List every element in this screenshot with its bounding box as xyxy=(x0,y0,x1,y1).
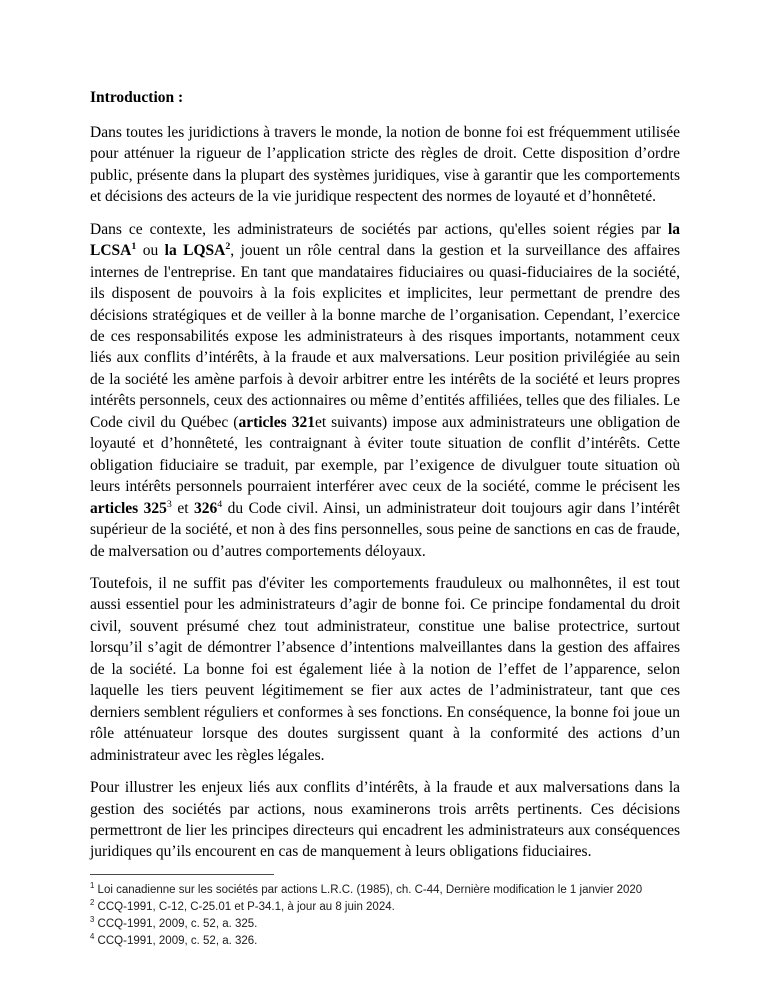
footnote xyxy=(90,933,680,949)
footnote-marker: 2 xyxy=(90,898,95,908)
paragraph xyxy=(90,777,680,863)
section-title: Introduction : xyxy=(90,89,184,106)
document-body xyxy=(90,122,680,874)
footnote xyxy=(90,916,680,932)
footnote-text: CCQ-1991, 2009, c. 52, a. 326. xyxy=(94,935,258,948)
footnote-marker: 4 xyxy=(90,932,95,942)
footnote-text: CCQ-1991, C-12, C-25.01 et P-34.1, à jour au 8 juin 2024. xyxy=(94,900,395,913)
footnote-reference: 1 xyxy=(131,241,137,253)
text-run: , jouent un rôle central dans la gestion et la surveillance des affaires internes de l'entreprise. En tant que mandataires fiduciaires ou quasi-fiduciaires de la société, ils disposent de pouvoirs à la fois explicites et implicites, leur permettant de prendre des décisions stratégiques et de veiller à la bonne marche de l’organisation. Cependant, l’exercice de ces responsabilités expose les administrateurs à des risques importants, notamment ceux liés aux conflits d’intérêts, à la fraude et aux malversations. Leur position privilégiée au sein de la société les amène parfois à devoir arbitrer entre les intérêts de la société et leurs propres intérêts personnels, ceux des actionnaires ou même d’entités affiliées, telles que des filiales. Le Code civil du Québec ( xyxy=(90,242,681,431)
footnote-reference: 3 xyxy=(166,498,172,510)
text-run: Dans toutes les juridictions à travers le monde, la notion de bonne foi est fréquemment utilisée pour atténuer la rigueur de l’application stricte des règles de droit. Cette disposition d’ordre public, présente dans la plupart des systèmes juridiques, vise à garantir que les comportements et décisions des acteurs de la vie juridique respectent des normes de loyauté et d’honnêteté. xyxy=(90,123,680,206)
footnote-text: CCQ-1991, 2009, c. 52, a. 325. xyxy=(94,918,258,931)
footnote-marker: 1 xyxy=(90,881,95,891)
paragraph xyxy=(90,219,680,562)
footnote-separator xyxy=(90,874,274,875)
text-run: articles 325 xyxy=(90,499,167,517)
text-run: Pour illustrer les enjeux liés aux conflits d’intérêts, à la fraude et aux malversations dans la gestion des sociétés par actions, nous examinerons trois arrêts pertinents. Ces décisions permettront de lier les principes directeurs qui encadrent les administrateurs aux conséquences juridiques qu’ils encourent en cas de manquement à leurs obligations fiduciaires. xyxy=(90,779,680,861)
text-run: ou xyxy=(136,242,165,260)
text-run: du Code civil. Ainsi, un administrateur doit toujours agir dans l’intérêt supérieur de la société, et non à des fins personnelles, sous peine de sanctions en cas de fraude, de malversation ou d’autres comportements déloyaux. xyxy=(90,499,680,560)
text-run: Dans ce contexte, les administrateurs de sociétés par actions, qu'elles soient régies par xyxy=(90,220,668,238)
text-run: la LQSA xyxy=(164,242,226,260)
text-run: et xyxy=(171,499,194,517)
footnote-reference: 4 xyxy=(217,498,223,510)
footnote xyxy=(90,899,680,915)
footnote-reference: 2 xyxy=(225,241,231,253)
footnote-marker: 3 xyxy=(90,915,95,925)
paragraph xyxy=(90,573,680,766)
text-run: articles 321 xyxy=(238,413,315,431)
footnote xyxy=(90,882,680,898)
footnotes-section xyxy=(90,874,680,950)
text-run: 326 xyxy=(193,499,218,517)
paragraph xyxy=(90,122,680,208)
footnote-text: Loi canadienne sur les sociétés par actions L.R.C. (1985), ch. C-44, Dernière modification le 1 janvier 2020 xyxy=(94,883,643,896)
text-run: et suivants) impose aux administrateurs une obligation de loyauté et d’honnêteté, les contraignant à éviter toute situation de conflit d’intérêts. Cette obligation fiduciaire se traduit, par exemple, par l’exigence de divulguer toute situation où leurs intérêts personnels pourraient interférer avec ceux de la société, comme le précisent les xyxy=(90,413,681,496)
text-run: la LCSA xyxy=(90,220,680,260)
footnotes-list xyxy=(90,882,680,949)
text-run: Toutefois, il ne suffit pas d'éviter les comportements frauduleux ou malhonnêtes, il est tout aussi essentiel pour les administrateurs d’agir de bonne foi. Ce principe fondamental du droit civil, souvent présumé chez tout administrateur, constitue une balise protectrice, surtout lorsqu’il s’agit de démontrer l’absence d’intentions malveillantes dans la gestion des affaires de la société. La bonne foi est également liée à la notion de l’effet de l’apparence, selon laquelle les tiers peuvent légitimement se fier aux actes de l’administrateur, tant que ces derniers semblent réguliers et conformes à ses fonctions. En conséquence, la bonne foi joue un rôle atténuateur lorsque des doutes surgissent quant à la conformité des actions d’un administrateur avec les règles légales. xyxy=(90,574,680,764)
